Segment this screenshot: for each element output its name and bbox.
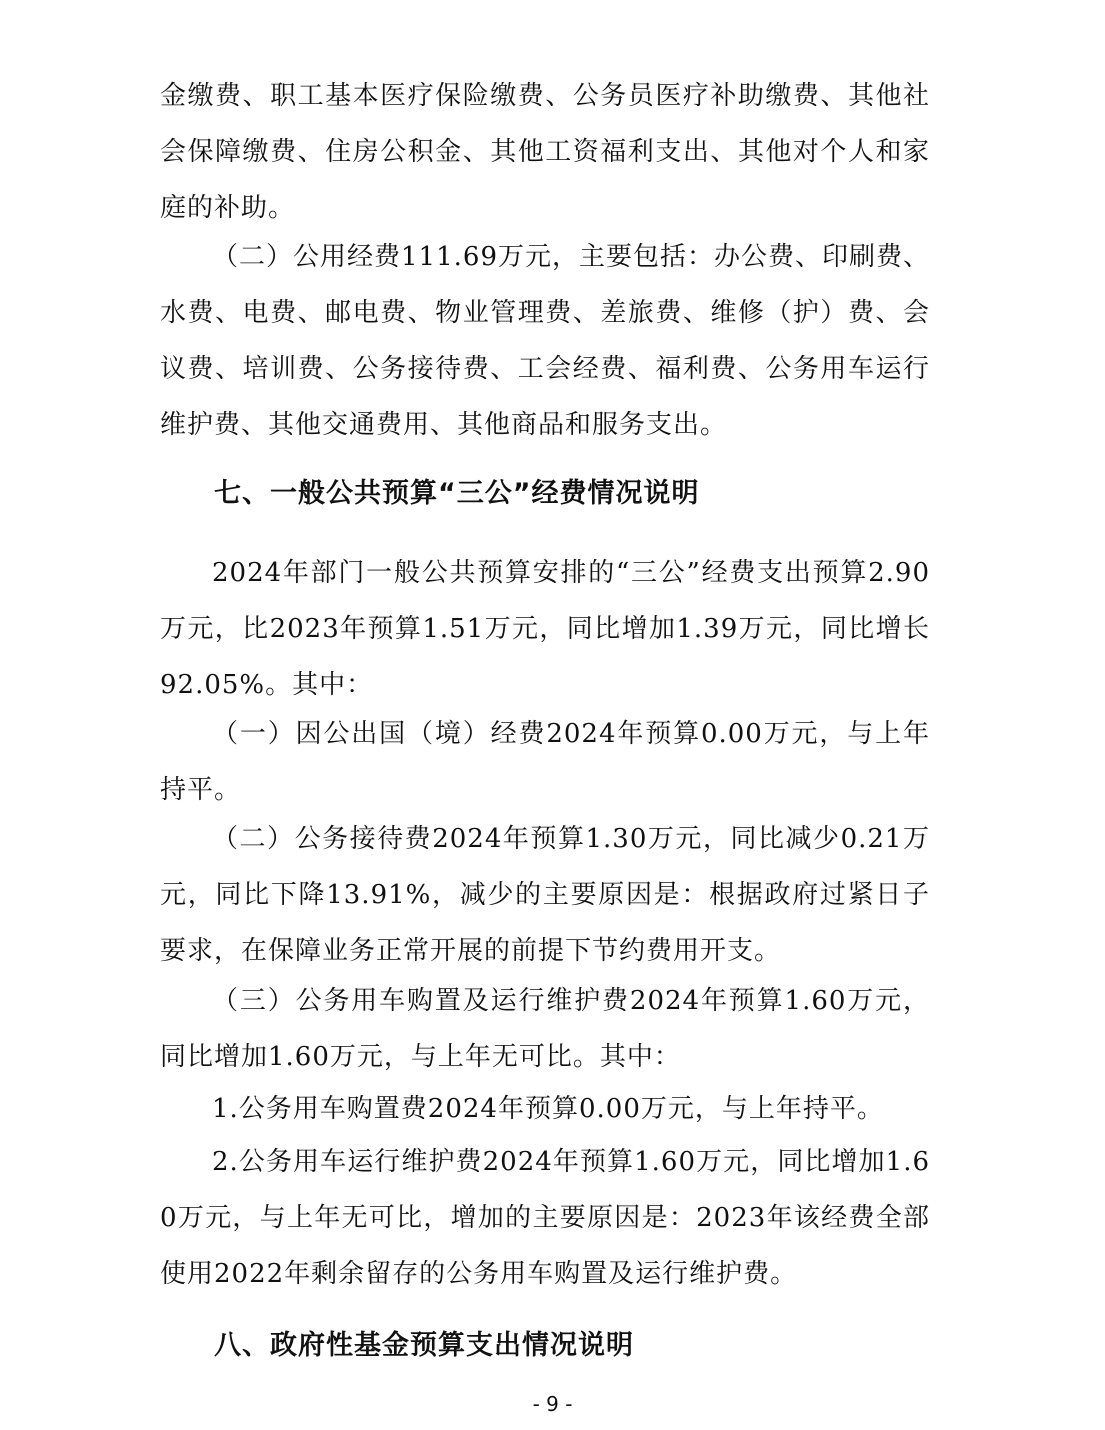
paragraph-reception-expenses: （二）公务接待费2024年预算1.30万元，同比减少0.21万元，同比下降13.91%，减少的主要原因是：根据政府过紧日子要求，在保障业务正常开展的前提下节约费用开支。 (160, 824, 930, 966)
paragraph-vehicle-maintenance: 2.公务用车运行维护费2024年预算1.60万元，同比增加1.60万元，与上年无可比，增加的主要原因是：2023年该经费全部使用2022年剩余留存的公务用车购置及运行维护费。 (160, 1147, 930, 1289)
page-number: - 9 - (532, 1392, 573, 1416)
section-heading-eight: 八、政府性基金预算支出情况说明 (214, 1330, 634, 1361)
paragraph-overseas-travel: （一）因公出国（境）经费2024年预算0.00万元，与上年持平。 (160, 719, 930, 805)
paragraph-public-expenses: （二）公用经费111.69万元，主要包括：办公费、印刷费、水费、电费、邮电费、物业管理费、差旅费、维修（护）费、会议费、培训费、公务接待费、工会经费、福利费、公务用车运行维护费、其他交通费用、其他商品和服务支出。 (160, 242, 930, 440)
paragraph-three-public-summary: 2024年部门一般公共预算安排的“三公”经费支出预算2.90万元，比2023年预算1.51万元，同比增加1.39万元，同比增长92.05%。其中： (160, 558, 930, 700)
paragraph-vehicle-expenses: （三）公务用车购置及运行维护费2024年预算1.60万元，同比增加1.60万元，与上年无可比。其中： (160, 986, 930, 1072)
section-heading-seven: 七、一般公共预算“三公”经费情况说明 (214, 478, 700, 509)
paragraph-benefits-list: 金缴费、职工基本医疗保险缴费、公务员医疗补助缴费、其他社会保障缴费、住房公积金、其他工资福利支出、其他对个人和家庭的补助。 (160, 81, 930, 223)
paragraph-vehicle-purchase: 1.公务用车购置费2024年预算0.00万元，与上年持平。 (212, 1094, 884, 1124)
